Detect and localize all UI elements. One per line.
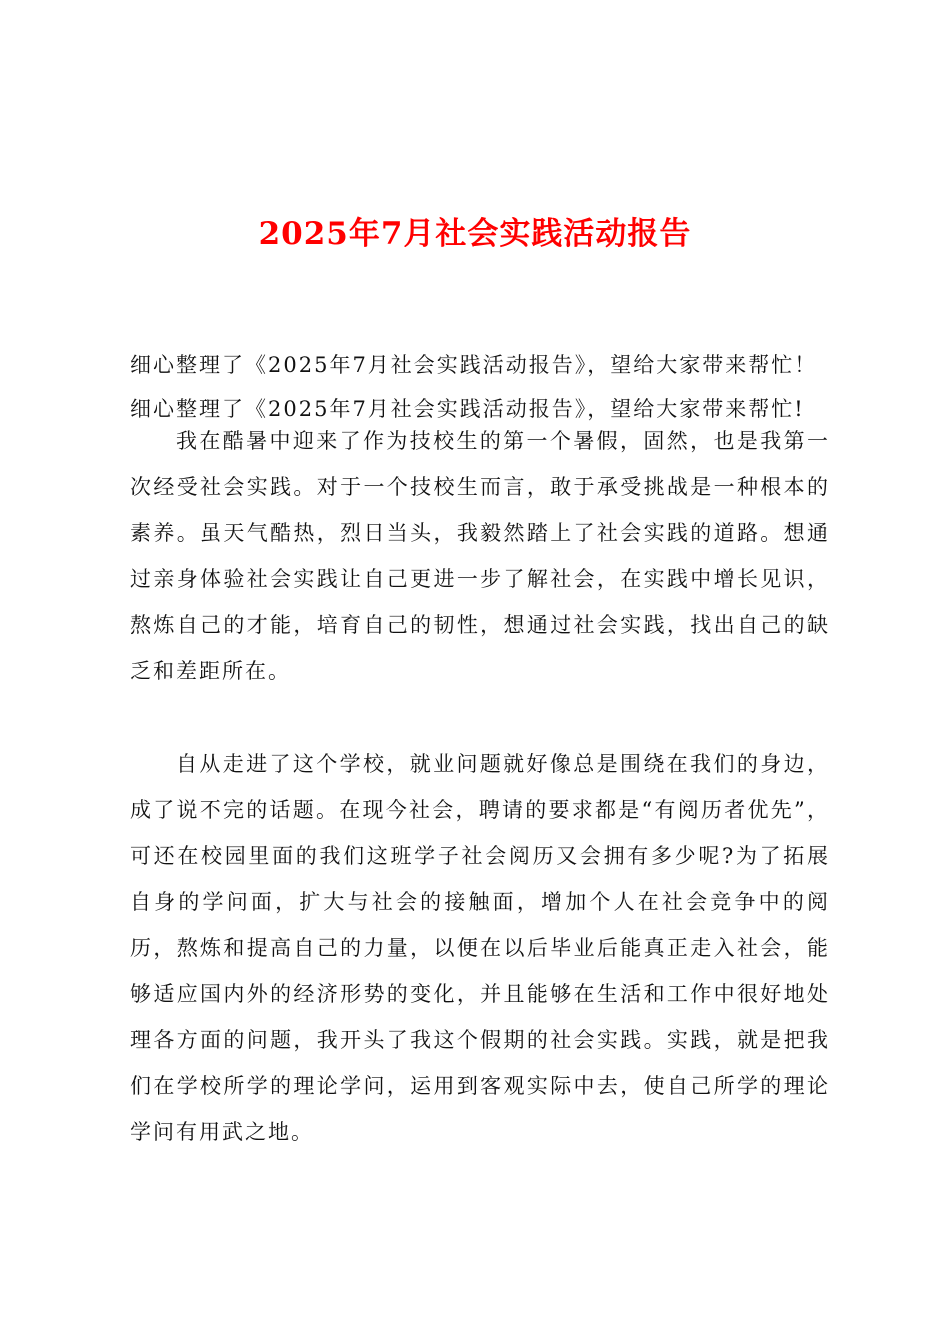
body-paragraph-1: 我在酷暑中迎来了作为技校生的第一个暑假，固然，也是我第一次经受社会实践。对于一个技校生而言，敢于承受挑战是一种根本的素养。虽天气酷热，烈日当头，我毅然踏上了社会实践的道路。想通过亲身体验社会实践让自己更进一步了解社会，在实践中增长见识，熬炼自己的才能，培育自己的韧性，想通过社会实践，找出自己的缺乏和差距所在。 — [130, 429, 830, 683]
intro-line-1: 细心整理了《2025年7月社会实践活动报告》，望给大家带来帮忙！ — [130, 353, 818, 377]
document-title: 2025年7月社会实践活动报告 — [258, 216, 692, 252]
intro-line-2: 细心整理了《2025年7月社会实践活动报告》，望给大家带来帮忙! — [130, 397, 805, 421]
body-paragraph-2: 自从走进了这个学校，就业问题就好像总是围绕在我们的身边，成了说不完的话题。在现今社会，聘请的要求都是“有阅历者优先”，可还在校园里面的我们这班学子社会阅历又会拥有多少呢?为了拓展自身的学问面，扩大与社会的接触面，增加个人在社会竞争中的阅历，熬炼和提高自己的力量，以便在以后毕业后能真正走入社会，能够适应国内外的经济形势的变化，并且能够在生活和工作中很好地处理各方面的问题，我开头了我这个假期的社会实践。实践，就是把我们在学校所学的理论学问，运用到客观实际中去，使自己所学的理论学问有用武之地。 — [130, 752, 830, 1144]
